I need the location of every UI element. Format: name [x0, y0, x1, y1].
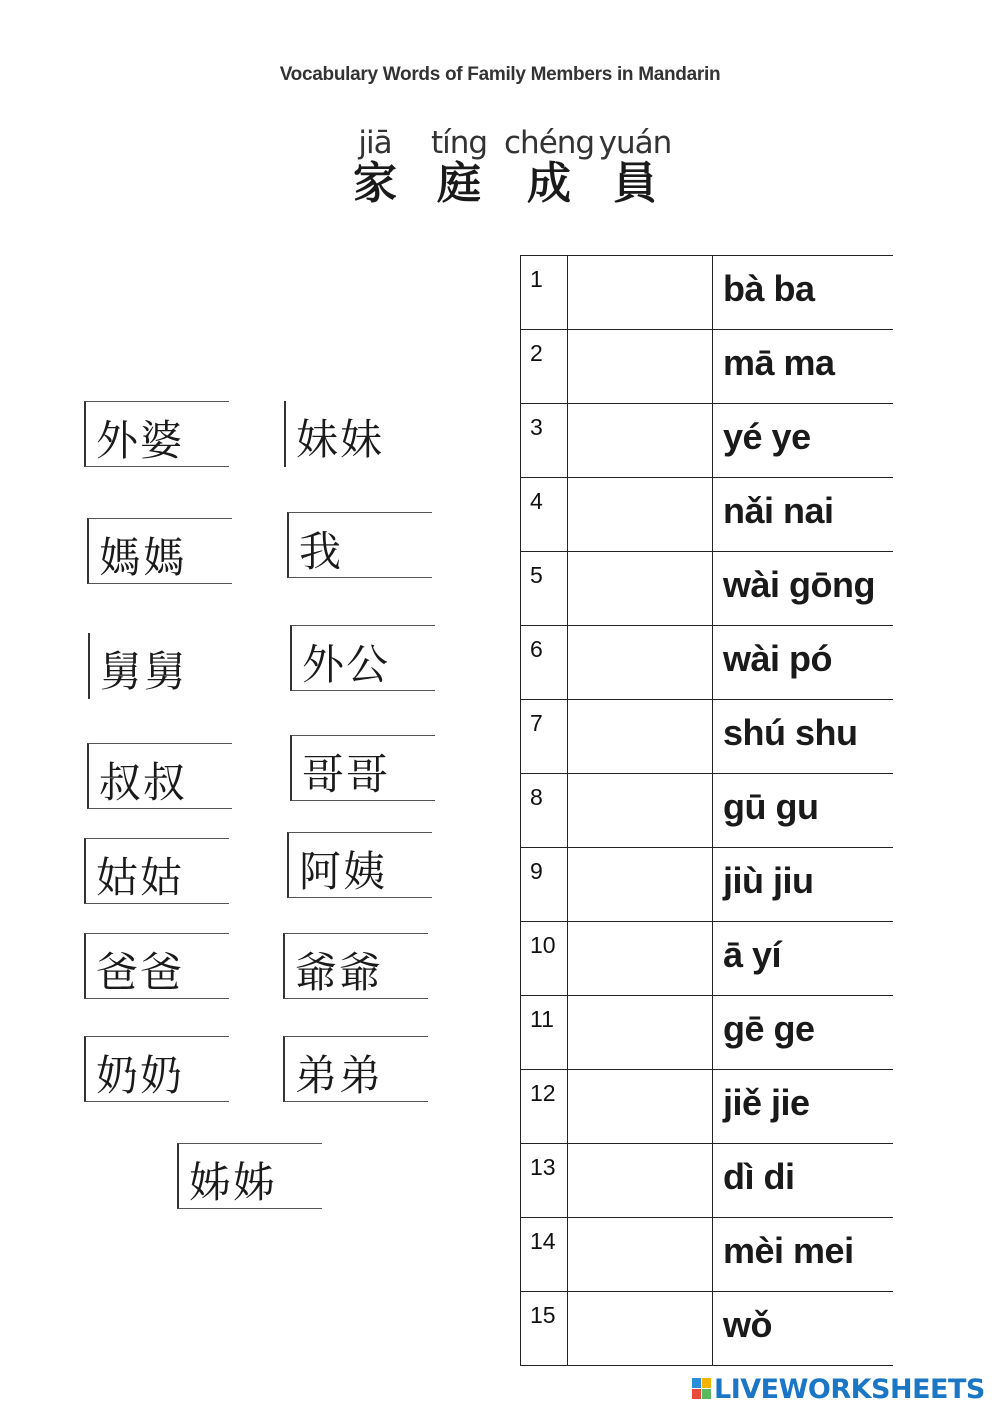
- table-row: [520, 1070, 893, 1144]
- page-subtitle: Vocabulary Words of Family Members in Mandarin: [279, 64, 721, 85]
- drop-zone[interactable]: [568, 404, 713, 477]
- pinyin-label: gū gu: [723, 786, 819, 827]
- title-pinyin: jiā: [358, 125, 392, 161]
- word-card[interactable]: [88, 633, 233, 699]
- word-card-label: 爺爺: [295, 948, 384, 997]
- table-row: [520, 256, 893, 330]
- word-card[interactable]: [84, 838, 229, 904]
- word-card-label: 弟弟: [295, 1051, 384, 1100]
- word-card-label: 姑姑: [96, 853, 185, 902]
- row-number: 1: [520, 256, 568, 329]
- word-card[interactable]: [87, 518, 232, 584]
- table-row: [520, 848, 893, 922]
- title-char-2: [414, 125, 504, 207]
- table-row: [520, 700, 893, 774]
- title-char-3: [504, 125, 594, 207]
- word-card[interactable]: [177, 1143, 322, 1209]
- word-card[interactable]: [284, 401, 414, 467]
- drop-zone[interactable]: [568, 774, 713, 847]
- table-row: [520, 1144, 893, 1218]
- drop-zone[interactable]: [568, 626, 713, 699]
- title-hanzi: 庭: [437, 158, 481, 209]
- pinyin-label: bà ba: [723, 268, 815, 309]
- pinyin-label: nǎi nai: [723, 490, 834, 531]
- drop-zone[interactable]: [568, 330, 713, 403]
- title-char-4: [590, 125, 680, 207]
- drop-zone[interactable]: [568, 922, 713, 995]
- row-number: 8: [520, 774, 568, 847]
- word-card[interactable]: [283, 933, 428, 999]
- drop-zone[interactable]: [568, 256, 713, 329]
- table-row: [520, 330, 893, 404]
- word-card-label: 奶奶: [96, 1051, 185, 1100]
- table-row: [520, 404, 893, 478]
- word-card-label: 我: [299, 527, 344, 576]
- logo-text: LIVEWORKSHEETS: [714, 1374, 985, 1405]
- row-number: 5: [520, 552, 568, 625]
- pinyin-label: dì di: [723, 1156, 795, 1197]
- drop-zone[interactable]: [568, 996, 713, 1069]
- table-row: [520, 552, 893, 626]
- row-number: 11: [520, 996, 568, 1069]
- word-card[interactable]: [84, 401, 229, 467]
- word-card-label: 叔叔: [99, 758, 188, 807]
- row-number: 12: [520, 1070, 568, 1143]
- row-number: 15: [520, 1292, 568, 1365]
- word-card[interactable]: [87, 743, 232, 809]
- table-row: [520, 478, 893, 552]
- row-number: 9: [520, 848, 568, 921]
- word-card-label: 姊姊: [189, 1158, 278, 1207]
- drop-zone[interactable]: [568, 1218, 713, 1291]
- row-number: 14: [520, 1218, 568, 1291]
- title-pinyin: yuán: [598, 125, 672, 161]
- word-card-label: 阿姨: [299, 847, 388, 896]
- row-number: 3: [520, 404, 568, 477]
- pinyin-label: wǒ: [723, 1304, 772, 1345]
- word-card-label: 爸爸: [96, 948, 185, 997]
- word-card-label: 媽媽: [99, 533, 188, 582]
- row-number: 2: [520, 330, 568, 403]
- drop-zone[interactable]: [568, 478, 713, 551]
- word-card-label: 外婆: [96, 416, 185, 465]
- word-card[interactable]: [287, 832, 432, 898]
- liveworksheets-logo: [692, 1374, 985, 1404]
- drop-zone[interactable]: [568, 1070, 713, 1143]
- word-card[interactable]: [84, 1036, 229, 1102]
- page-title: [330, 125, 680, 225]
- word-card[interactable]: [283, 1036, 428, 1102]
- pinyin-label: wài gōng: [723, 564, 875, 605]
- drop-zone[interactable]: [568, 1144, 713, 1217]
- pinyin-label: gē ge: [723, 1008, 815, 1049]
- title-hanzi: 員: [613, 158, 657, 209]
- table-row: [520, 1218, 893, 1292]
- row-number: 6: [520, 626, 568, 699]
- row-number: 13: [520, 1144, 568, 1217]
- table-row: [520, 996, 893, 1070]
- answer-table: [520, 255, 893, 1366]
- table-row: [520, 922, 893, 996]
- drop-zone[interactable]: [568, 700, 713, 773]
- drop-zone[interactable]: [568, 848, 713, 921]
- title-char-1: [330, 125, 420, 207]
- word-card[interactable]: [290, 735, 435, 801]
- word-card[interactable]: [290, 625, 435, 691]
- row-number: 10: [520, 922, 568, 995]
- row-number: 7: [520, 700, 568, 773]
- drop-zone[interactable]: [568, 1292, 713, 1365]
- table-row: [520, 774, 893, 848]
- word-card[interactable]: [84, 933, 229, 999]
- word-card-label: 舅舅: [100, 647, 189, 696]
- title-hanzi: 家: [353, 158, 397, 209]
- pinyin-label: ā yí: [723, 934, 782, 975]
- table-row: [520, 1292, 893, 1366]
- pinyin-label: mā ma: [723, 342, 835, 383]
- word-card-label: 哥哥: [302, 750, 391, 799]
- word-card-label: 外公: [302, 640, 391, 689]
- table-row: [520, 626, 893, 700]
- word-card[interactable]: [287, 512, 432, 578]
- pinyin-label: shú shu: [723, 712, 858, 753]
- title-hanzi: 成: [527, 158, 571, 209]
- pinyin-label: mèi mei: [723, 1230, 854, 1271]
- pinyin-label: jiù jiu: [723, 860, 814, 901]
- pinyin-label: yé ye: [723, 416, 811, 457]
- title-pinyin: tíng: [430, 125, 488, 161]
- pinyin-label: jiě jie: [723, 1082, 810, 1123]
- drop-zone[interactable]: [568, 552, 713, 625]
- row-number: 4: [520, 478, 568, 551]
- liveworksheets-logo-icon: [692, 1378, 712, 1400]
- word-card-label: 妹妹: [296, 415, 385, 464]
- title-pinyin: chéng: [504, 125, 595, 161]
- pinyin-label: wài pó: [723, 638, 833, 679]
